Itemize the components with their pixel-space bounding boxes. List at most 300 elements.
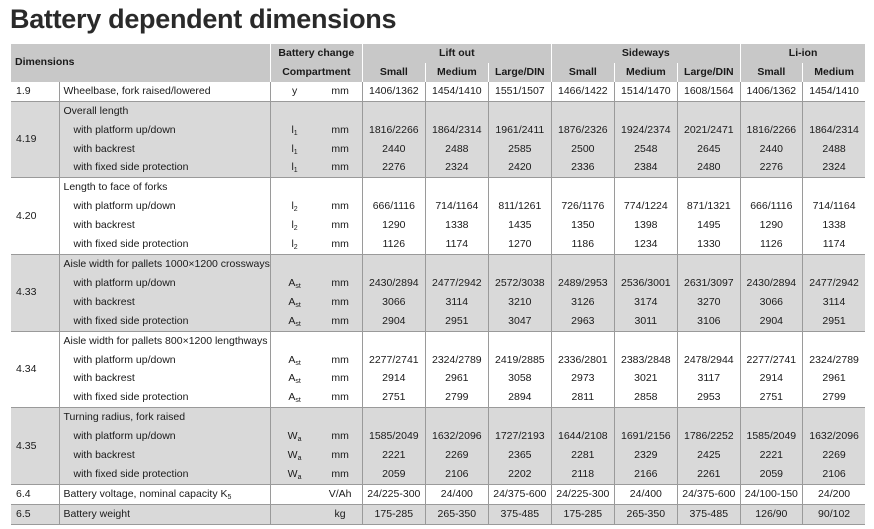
table-cell: 1551/1507 bbox=[488, 82, 551, 101]
table-cell: 1398 bbox=[614, 216, 677, 235]
row-label-text: with fixed side protection bbox=[73, 467, 189, 480]
header-battery-change: Battery change bbox=[270, 44, 362, 63]
row-number: 4.33 bbox=[11, 254, 59, 331]
row-unit: mm bbox=[318, 351, 362, 370]
row-unit bbox=[318, 331, 362, 350]
table-cell: 2420 bbox=[488, 158, 551, 177]
table-cell: 811/1261 bbox=[488, 197, 551, 216]
table-cell bbox=[677, 331, 740, 350]
table-cell: 2166 bbox=[614, 465, 677, 484]
row-label-text: with platform up/down bbox=[73, 123, 176, 136]
row-symbol bbox=[270, 274, 318, 293]
row-label bbox=[59, 178, 270, 197]
row-symbol bbox=[270, 484, 318, 504]
row-symbol bbox=[270, 293, 318, 312]
row-label-text: with platform up/down bbox=[73, 353, 176, 366]
row-label-text: with backrest bbox=[73, 449, 135, 462]
table-cell: 24/375-600 bbox=[677, 484, 740, 504]
table-cell bbox=[488, 331, 551, 350]
row-symbol bbox=[270, 101, 318, 120]
row-unit: mm bbox=[318, 427, 362, 446]
table-row bbox=[11, 235, 865, 254]
table-cell: 1786/2252 bbox=[677, 427, 740, 446]
row-label-text: Wheelbase, fork raised/lowered bbox=[63, 84, 211, 97]
table-cell: 2059 bbox=[362, 465, 425, 484]
row-unit: mm bbox=[318, 369, 362, 388]
row-symbol-text: W bbox=[287, 430, 298, 443]
table-cell: 726/1176 bbox=[551, 197, 614, 216]
row-symbol-text: A bbox=[288, 391, 296, 404]
table-cell: 2269 bbox=[802, 446, 865, 465]
row-unit: mm bbox=[318, 388, 362, 407]
row-label bbox=[59, 158, 270, 177]
row-symbol bbox=[270, 312, 318, 331]
table-cell: 666/1116 bbox=[362, 197, 425, 216]
table-row bbox=[11, 331, 865, 350]
table-cell: 1350 bbox=[551, 216, 614, 235]
table-cell bbox=[802, 331, 865, 350]
row-symbol bbox=[270, 158, 318, 177]
table-row bbox=[11, 82, 865, 101]
table-cell: 1330 bbox=[677, 235, 740, 254]
row-symbol bbox=[270, 178, 318, 197]
row-symbol-subscript: a bbox=[297, 473, 302, 481]
table-cell bbox=[614, 331, 677, 350]
table-cell: 1466/1422 bbox=[551, 82, 614, 101]
table-cell: 24/100-150 bbox=[740, 484, 802, 504]
table-cell: 375-485 bbox=[677, 504, 740, 524]
row-label-text: Aisle width for pallets 800×1200 lengthways bbox=[63, 334, 268, 347]
table-cell bbox=[362, 331, 425, 350]
table-cell bbox=[551, 331, 614, 350]
row-unit bbox=[318, 101, 362, 120]
row-label bbox=[59, 427, 270, 446]
row-symbol-subscript: a bbox=[297, 436, 302, 444]
header-dimensions: Dimensions bbox=[11, 44, 270, 82]
table-cell: 3066 bbox=[740, 293, 802, 312]
table-cell: 2281 bbox=[551, 446, 614, 465]
table-cell: 2021/2471 bbox=[677, 121, 740, 140]
table-cell: 1234 bbox=[614, 235, 677, 254]
table-cell bbox=[551, 101, 614, 120]
table-cell: 2858 bbox=[614, 388, 677, 407]
table-cell: 666/1116 bbox=[740, 197, 802, 216]
table-row bbox=[11, 427, 865, 446]
table-cell: 1632/2096 bbox=[425, 427, 488, 446]
table-cell: 2261 bbox=[677, 465, 740, 484]
row-label-text: Turning radius, fork raised bbox=[63, 411, 186, 424]
table-cell: 1961/2411 bbox=[488, 121, 551, 140]
table-cell: 2106 bbox=[425, 465, 488, 484]
table-cell: 2585 bbox=[488, 140, 551, 159]
row-number: 4.20 bbox=[11, 178, 59, 255]
row-label bbox=[59, 446, 270, 465]
row-label-text: Overall length bbox=[63, 104, 129, 117]
header-size: Small bbox=[551, 63, 614, 82]
table-cell: 2202 bbox=[488, 465, 551, 484]
table-cell: 2477/2942 bbox=[425, 274, 488, 293]
table-row bbox=[11, 140, 865, 159]
row-label-text: with backrest bbox=[73, 142, 135, 155]
table-cell: 3011 bbox=[614, 312, 677, 331]
row-label-text: with fixed side protection bbox=[73, 314, 189, 327]
table-cell bbox=[677, 408, 740, 427]
table-row bbox=[11, 408, 865, 427]
row-symbol-subscript: 2 bbox=[293, 244, 298, 252]
table-cell: 1514/1470 bbox=[614, 82, 677, 101]
row-label-text: Length to face of forks bbox=[63, 181, 168, 194]
table-row bbox=[11, 465, 865, 484]
table-cell: 3066 bbox=[362, 293, 425, 312]
table-cell bbox=[740, 331, 802, 350]
table-cell: 2572/3038 bbox=[488, 274, 551, 293]
row-label-text: with platform up/down bbox=[73, 276, 176, 289]
table-cell: 265-350 bbox=[614, 504, 677, 524]
row-label-text: with fixed side protection bbox=[73, 161, 189, 174]
row-symbol-subscript: a bbox=[297, 455, 302, 463]
table-cell bbox=[740, 254, 802, 273]
table-cell: 2276 bbox=[362, 158, 425, 177]
table-cell: 3114 bbox=[802, 293, 865, 312]
table-cell: 2221 bbox=[362, 446, 425, 465]
row-label bbox=[59, 101, 270, 120]
table-cell: 3117 bbox=[677, 369, 740, 388]
table-cell: 2277/2741 bbox=[740, 351, 802, 370]
table-cell: 1174 bbox=[425, 235, 488, 254]
table-cell: 2324 bbox=[802, 158, 865, 177]
table-cell: 1876/2326 bbox=[551, 121, 614, 140]
table-cell: 2118 bbox=[551, 465, 614, 484]
table-row bbox=[11, 446, 865, 465]
table-cell: 2324/2789 bbox=[425, 351, 488, 370]
row-unit: mm bbox=[318, 274, 362, 293]
table-cell: 1186 bbox=[551, 235, 614, 254]
table-cell bbox=[362, 254, 425, 273]
table-cell: 1338 bbox=[802, 216, 865, 235]
table-cell: 24/375-600 bbox=[488, 484, 551, 504]
row-number: 4.34 bbox=[11, 331, 59, 408]
row-label-text: with fixed side protection bbox=[73, 391, 189, 404]
table-cell bbox=[740, 178, 802, 197]
table-cell: 24/225-300 bbox=[551, 484, 614, 504]
table-row bbox=[11, 216, 865, 235]
table-cell: 2963 bbox=[551, 312, 614, 331]
table-cell bbox=[488, 408, 551, 427]
table-cell: 2324/2789 bbox=[802, 351, 865, 370]
row-symbol bbox=[270, 197, 318, 216]
row-symbol-text: A bbox=[288, 295, 296, 308]
table-cell bbox=[425, 254, 488, 273]
header-group-li-ion: Li-ion bbox=[740, 44, 865, 63]
table-cell: 2961 bbox=[425, 369, 488, 388]
row-symbol-text: W bbox=[287, 449, 298, 462]
table-cell: 2336 bbox=[551, 158, 614, 177]
row-unit: V/Ah bbox=[318, 484, 362, 504]
table-cell: 1454/1410 bbox=[802, 82, 865, 101]
table-cell: 2477/2942 bbox=[802, 274, 865, 293]
table-cell: 24/400 bbox=[425, 484, 488, 504]
table-cell: 2440 bbox=[740, 140, 802, 159]
table-cell: 2478/2944 bbox=[677, 351, 740, 370]
row-symbol-subscript: 1 bbox=[293, 148, 298, 156]
table-cell: 1585/2049 bbox=[362, 427, 425, 446]
table-row bbox=[11, 274, 865, 293]
row-symbol bbox=[270, 369, 318, 388]
row-unit: mm bbox=[318, 312, 362, 331]
header-group-sideways: Sideways bbox=[551, 44, 740, 63]
table-cell: 2383/2848 bbox=[614, 351, 677, 370]
table-cell bbox=[677, 178, 740, 197]
row-label bbox=[59, 465, 270, 484]
row-symbol bbox=[270, 121, 318, 140]
table-cell: 175-285 bbox=[551, 504, 614, 524]
table-cell: 1864/2314 bbox=[802, 121, 865, 140]
row-unit: mm bbox=[318, 216, 362, 235]
row-label-text: Battery voltage, nominal capacity K bbox=[63, 487, 228, 500]
row-symbol-subscript: st bbox=[295, 301, 301, 309]
table-cell: 1406/1362 bbox=[740, 82, 802, 101]
table-cell: 1816/2266 bbox=[740, 121, 802, 140]
table-cell: 24/225-300 bbox=[362, 484, 425, 504]
row-symbol-text: l bbox=[291, 142, 294, 155]
row-label bbox=[59, 216, 270, 235]
table-cell: 2631/3097 bbox=[677, 274, 740, 293]
table-cell: 175-285 bbox=[362, 504, 425, 524]
table-cell: 1864/2314 bbox=[425, 121, 488, 140]
table-cell bbox=[740, 408, 802, 427]
table-row bbox=[11, 197, 865, 216]
row-symbol-text: l bbox=[291, 219, 294, 232]
table-cell: 2500 bbox=[551, 140, 614, 159]
table-cell: 24/200 bbox=[802, 484, 865, 504]
row-unit bbox=[318, 178, 362, 197]
row-label bbox=[59, 369, 270, 388]
table-row bbox=[11, 121, 865, 140]
row-symbol bbox=[270, 235, 318, 254]
table-cell: 2751 bbox=[362, 388, 425, 407]
header-size: Medium bbox=[614, 63, 677, 82]
row-unit: mm bbox=[318, 293, 362, 312]
row-symbol bbox=[270, 216, 318, 235]
table-cell: 2914 bbox=[362, 369, 425, 388]
table-cell: 2440 bbox=[362, 140, 425, 159]
table-cell: 1126 bbox=[362, 235, 425, 254]
table-cell: 2751 bbox=[740, 388, 802, 407]
row-symbol-text: A bbox=[288, 353, 296, 366]
table-row bbox=[11, 388, 865, 407]
table-cell bbox=[488, 178, 551, 197]
table-cell bbox=[740, 101, 802, 120]
table-cell: 3106 bbox=[677, 312, 740, 331]
row-label bbox=[59, 484, 270, 504]
table-cell bbox=[802, 101, 865, 120]
table-cell: 2894 bbox=[488, 388, 551, 407]
row-label-text: with backrest bbox=[73, 295, 135, 308]
row-label bbox=[59, 140, 270, 159]
row-label-text: Aisle width for pallets 1000×1200 crossways bbox=[63, 257, 270, 270]
table-cell: 1691/2156 bbox=[614, 427, 677, 446]
row-label bbox=[59, 82, 270, 101]
row-symbol bbox=[270, 82, 318, 101]
table-cell: 3126 bbox=[551, 293, 614, 312]
table-cell: 2799 bbox=[802, 388, 865, 407]
table-cell bbox=[551, 254, 614, 273]
row-unit: mm bbox=[318, 121, 362, 140]
table-cell: 2489/2953 bbox=[551, 274, 614, 293]
table-cell bbox=[425, 101, 488, 120]
table-cell bbox=[551, 408, 614, 427]
row-symbol bbox=[270, 504, 318, 524]
table-cell: 1924/2374 bbox=[614, 121, 677, 140]
row-unit: mm bbox=[318, 140, 362, 159]
table-cell bbox=[488, 254, 551, 273]
table-cell: 2904 bbox=[362, 312, 425, 331]
row-unit: mm bbox=[318, 465, 362, 484]
table-cell: 2221 bbox=[740, 446, 802, 465]
table-cell: 2324 bbox=[425, 158, 488, 177]
row-symbol-text: y bbox=[291, 84, 298, 97]
table-cell: 2329 bbox=[614, 446, 677, 465]
table-cell bbox=[802, 178, 865, 197]
row-unit: mm bbox=[318, 197, 362, 216]
row-symbol-text: A bbox=[288, 314, 296, 327]
table-row bbox=[11, 101, 865, 120]
table-row bbox=[11, 351, 865, 370]
table-cell: 265-350 bbox=[425, 504, 488, 524]
row-symbol-subscript: st bbox=[295, 378, 301, 386]
row-symbol-subscript: 2 bbox=[293, 206, 298, 214]
table-cell: 714/1164 bbox=[425, 197, 488, 216]
table-cell bbox=[614, 101, 677, 120]
table-cell: 1585/2049 bbox=[740, 427, 802, 446]
table-cell: 2536/3001 bbox=[614, 274, 677, 293]
row-unit: mm bbox=[318, 235, 362, 254]
table-cell: 2277/2741 bbox=[362, 351, 425, 370]
row-label bbox=[59, 408, 270, 427]
table-cell: 2951 bbox=[802, 312, 865, 331]
table-cell: 871/1321 bbox=[677, 197, 740, 216]
header-group-lift-out: Lift out bbox=[362, 44, 551, 63]
table-row bbox=[11, 312, 865, 331]
row-symbol bbox=[270, 331, 318, 350]
table-row bbox=[11, 254, 865, 273]
table-cell: 2384 bbox=[614, 158, 677, 177]
table-cell: 2425 bbox=[677, 446, 740, 465]
row-symbol-subscript: st bbox=[295, 320, 301, 328]
table-cell: 774/1224 bbox=[614, 197, 677, 216]
table-cell: 2488 bbox=[425, 140, 488, 159]
table-cell: 126/90 bbox=[740, 504, 802, 524]
table-cell: 2973 bbox=[551, 369, 614, 388]
row-label bbox=[59, 235, 270, 254]
row-symbol-subscript: 1 bbox=[293, 167, 298, 175]
row-label bbox=[59, 331, 270, 350]
row-unit bbox=[318, 408, 362, 427]
row-symbol bbox=[270, 446, 318, 465]
table-cell: 1454/1410 bbox=[425, 82, 488, 101]
row-label-text: with platform up/down bbox=[73, 200, 176, 213]
table-cell: 2430/2894 bbox=[740, 274, 802, 293]
row-label bbox=[59, 254, 270, 273]
dimensions-table bbox=[11, 44, 865, 525]
table-cell bbox=[362, 101, 425, 120]
table-cell: 1608/1564 bbox=[677, 82, 740, 101]
header-size: Large/DIN bbox=[677, 63, 740, 82]
table-cell: 2336/2801 bbox=[551, 351, 614, 370]
row-symbol-text: l bbox=[291, 123, 294, 136]
row-symbol-text: A bbox=[288, 372, 296, 385]
table-cell: 3270 bbox=[677, 293, 740, 312]
header-size: Large/DIN bbox=[488, 63, 551, 82]
row-symbol-text: l bbox=[291, 200, 294, 213]
table-row bbox=[11, 369, 865, 388]
page-title: Battery dependent dimensions bbox=[10, 4, 397, 34]
table-row bbox=[11, 158, 865, 177]
table-row bbox=[11, 484, 865, 504]
table-cell: 1290 bbox=[740, 216, 802, 235]
table-cell bbox=[614, 178, 677, 197]
row-symbol-text: A bbox=[288, 276, 296, 289]
table-cell: 2488 bbox=[802, 140, 865, 159]
row-label bbox=[59, 388, 270, 407]
row-symbol bbox=[270, 254, 318, 273]
table-cell: 1290 bbox=[362, 216, 425, 235]
table-cell: 2365 bbox=[488, 446, 551, 465]
table-cell bbox=[677, 101, 740, 120]
table-cell: 714/1164 bbox=[802, 197, 865, 216]
table-cell: 2480 bbox=[677, 158, 740, 177]
table-cell bbox=[488, 101, 551, 120]
table-cell: 1644/2108 bbox=[551, 427, 614, 446]
table-cell bbox=[614, 408, 677, 427]
table-cell: 90/102 bbox=[802, 504, 865, 524]
table-cell: 1174 bbox=[802, 235, 865, 254]
table-cell: 2106 bbox=[802, 465, 865, 484]
table-cell: 2914 bbox=[740, 369, 802, 388]
row-symbol-subscript: st bbox=[295, 282, 301, 290]
row-unit: kg bbox=[318, 504, 362, 524]
table-cell: 1126 bbox=[740, 235, 802, 254]
table-cell: 2951 bbox=[425, 312, 488, 331]
row-symbol bbox=[270, 351, 318, 370]
table-cell: 2953 bbox=[677, 388, 740, 407]
table-row bbox=[11, 178, 865, 197]
row-symbol bbox=[270, 408, 318, 427]
table-cell bbox=[362, 178, 425, 197]
table-cell: 1816/2266 bbox=[362, 121, 425, 140]
row-unit: mm bbox=[318, 82, 362, 101]
table-cell: 2811 bbox=[551, 388, 614, 407]
row-symbol-subscript: st bbox=[295, 359, 301, 367]
table-cell bbox=[677, 254, 740, 273]
table-cell: 1338 bbox=[425, 216, 488, 235]
row-symbol-text: l bbox=[291, 238, 294, 251]
header-size: Small bbox=[740, 63, 802, 82]
table-cell bbox=[802, 408, 865, 427]
row-symbol bbox=[270, 140, 318, 159]
row-label-text: with fixed side protection bbox=[73, 238, 189, 251]
header-size: Medium bbox=[425, 63, 488, 82]
row-symbol bbox=[270, 427, 318, 446]
table-cell: 24/400 bbox=[614, 484, 677, 504]
row-symbol bbox=[270, 465, 318, 484]
table-cell: 2645 bbox=[677, 140, 740, 159]
row-label bbox=[59, 312, 270, 331]
row-number: 6.5 bbox=[11, 504, 59, 524]
table-cell: 2430/2894 bbox=[362, 274, 425, 293]
row-number: 4.35 bbox=[11, 408, 59, 485]
row-number: 4.19 bbox=[11, 101, 59, 178]
